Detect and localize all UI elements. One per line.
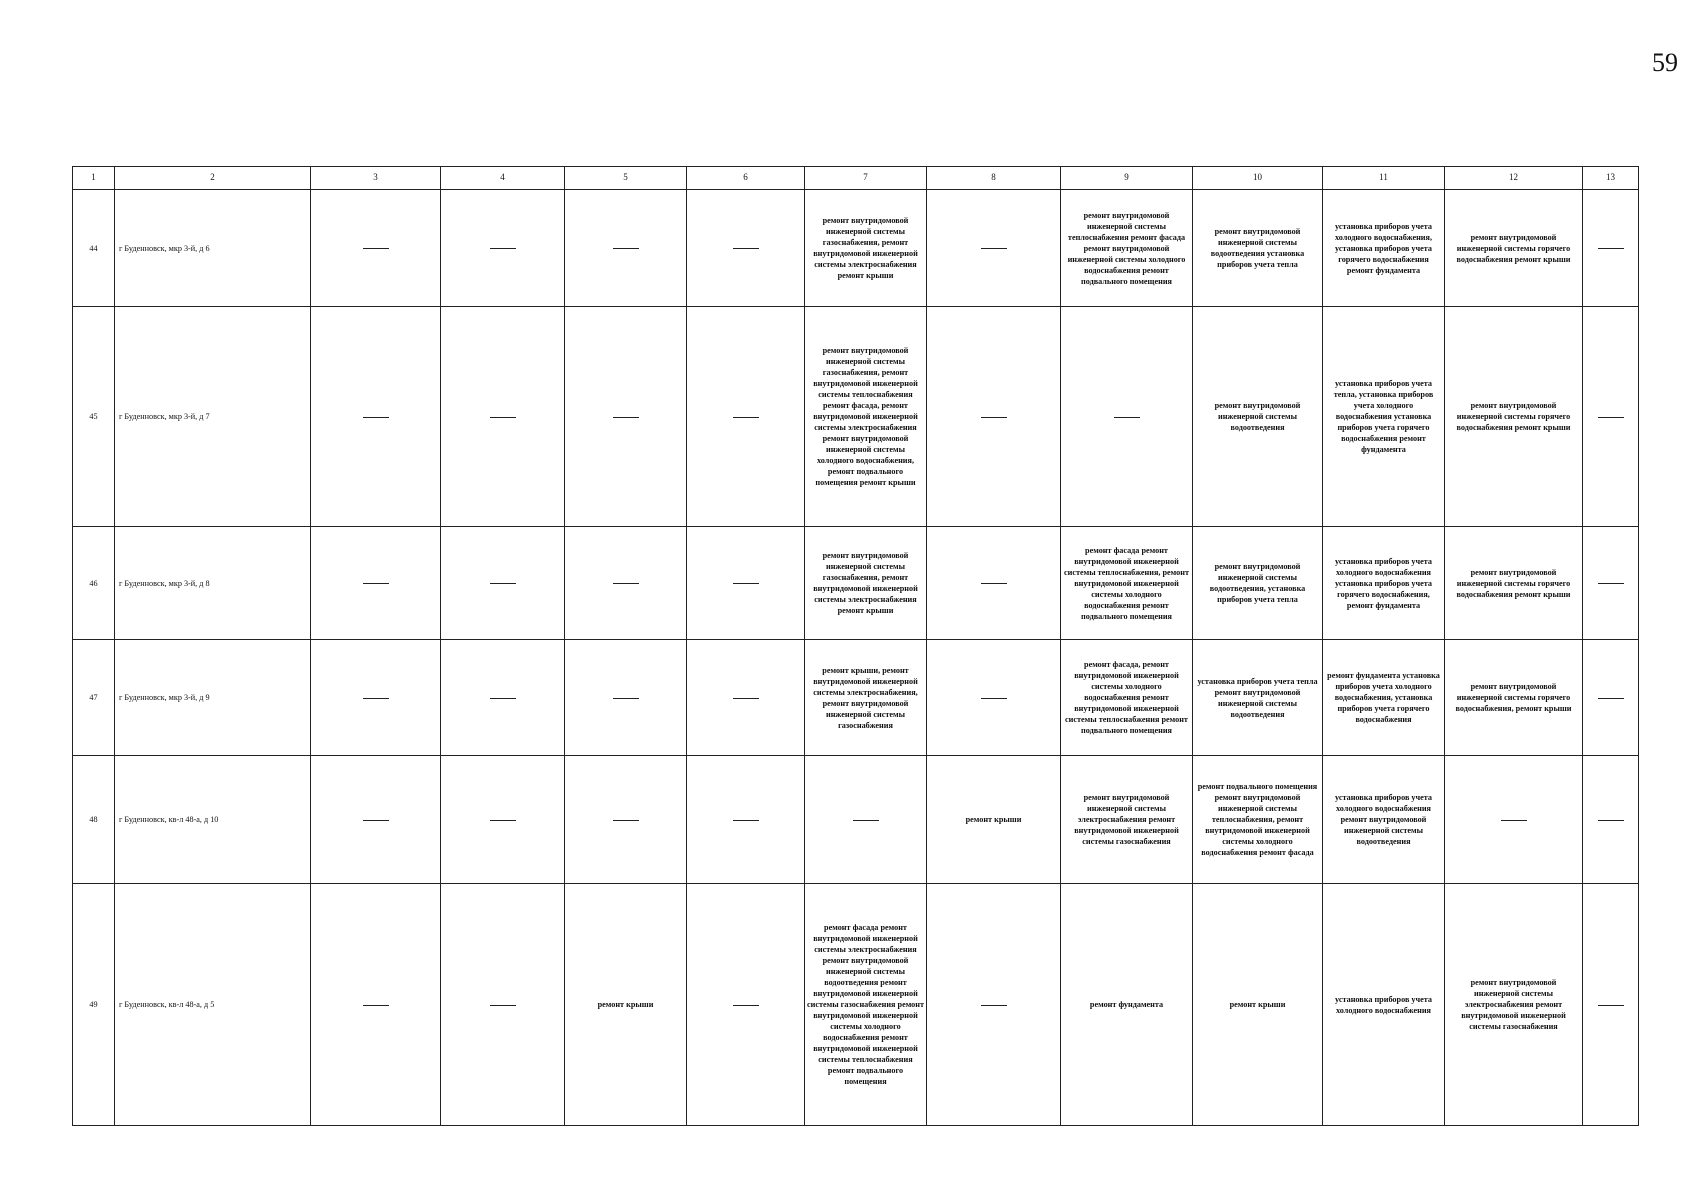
header-row [73, 167, 1639, 190]
dash-mark [613, 820, 639, 821]
dash-mark [613, 417, 639, 418]
dash-mark [613, 583, 639, 584]
empty-dash-cell [1583, 755, 1639, 883]
dash-mark [363, 417, 389, 418]
work-cell: ремонт внутридомовой инженерной системы электроснабжения ремонт внутридомовой инженерной системы газоснабжения [1445, 884, 1583, 1126]
empty-dash-cell [687, 307, 805, 527]
work-cell: ремонт внутридомовой инженерной системы газоснабжения, ремонт внутридомовой инженерной системы электроснабжения ремонт крыши [805, 189, 927, 307]
empty-dash-cell [927, 307, 1061, 527]
dash-mark [1598, 417, 1624, 418]
dash-mark [490, 1005, 516, 1006]
dash-mark [490, 583, 516, 584]
dash-mark [981, 1005, 1007, 1006]
dash-mark [1598, 248, 1624, 249]
row-number: 46 [73, 527, 115, 640]
work-cell: ремонт внутридомовой инженерной системы водоотведения установка приборов учета тепла [1193, 189, 1323, 307]
dash-mark [363, 248, 389, 249]
empty-dash-cell [565, 527, 687, 640]
dash-mark [733, 417, 759, 418]
dash-mark [490, 417, 516, 418]
empty-dash-cell [311, 527, 441, 640]
column-header-3: 3 [311, 167, 441, 190]
work-cell: ремонт крыши [565, 884, 687, 1126]
work-cell: ремонт внутридомовой инженерной системы горячего водоснабжения ремонт крыши [1445, 189, 1583, 307]
column-header-6: 6 [687, 167, 805, 190]
table-row [73, 307, 1639, 527]
column-header-12: 12 [1445, 167, 1583, 190]
empty-dash-cell [1445, 755, 1583, 883]
empty-dash-cell [565, 755, 687, 883]
work-cell: ремонт фасада ремонт внутридомовой инженерной системы теплоснабжения, ремонт внутридомовой инженерной системы холодного водоснабжения ремонт подвального помещения [1061, 527, 1193, 640]
dash-mark [490, 820, 516, 821]
work-cell: ремонт внутридомовой инженерной системы горячего водоснабжения ремонт крыши [1445, 527, 1583, 640]
column-header-11: 11 [1323, 167, 1445, 190]
address-cell: г Буденновск, мкр 3-й, д 9 [115, 640, 311, 755]
dash-mark [363, 820, 389, 821]
column-header-7: 7 [805, 167, 927, 190]
dash-mark [733, 820, 759, 821]
column-header-4: 4 [441, 167, 565, 190]
work-cell: ремонт фасада, ремонт внутридомовой инженерной системы холодного водоснабжения ремонт внутридомовой инженерной системы теплоснабжения ремонт подвального помещения [1061, 640, 1193, 755]
work-cell: ремонт внутридомовой инженерной системы электроснабжения ремонт внутридомовой инженерной системы газоснабжения [1061, 755, 1193, 883]
table-row [73, 527, 1639, 640]
address-cell: г Буденновск, кв-л 48-а, д 5 [115, 884, 311, 1126]
work-cell: ремонт крыши [927, 755, 1061, 883]
dash-mark [981, 248, 1007, 249]
dash-mark [1598, 698, 1624, 699]
dash-mark [853, 820, 879, 821]
address-cell: г Буденновск, мкр 3-й, д 6 [115, 189, 311, 307]
empty-dash-cell [805, 755, 927, 883]
dash-mark [981, 698, 1007, 699]
address-cell: г Буденновск, мкр 3-й, д 8 [115, 527, 311, 640]
empty-dash-cell [687, 884, 805, 1126]
empty-dash-cell [927, 527, 1061, 640]
work-cell: ремонт внутридомовой инженерной системы горячего водоснабжения, ремонт крыши [1445, 640, 1583, 755]
column-header-2: 2 [115, 167, 311, 190]
empty-dash-cell [927, 640, 1061, 755]
empty-dash-cell [311, 640, 441, 755]
empty-dash-cell [441, 189, 565, 307]
empty-dash-cell [687, 755, 805, 883]
dash-mark [733, 1005, 759, 1006]
row-number: 47 [73, 640, 115, 755]
address-cell: г Буденновск, мкр 3-й, д 7 [115, 307, 311, 527]
empty-dash-cell [565, 189, 687, 307]
dash-mark [363, 1005, 389, 1006]
row-number: 45 [73, 307, 115, 527]
empty-dash-cell [1583, 189, 1639, 307]
work-cell: установка приборов учета холодного водоснабжения [1323, 884, 1445, 1126]
dash-mark [613, 698, 639, 699]
dash-mark [1598, 820, 1624, 821]
work-cell: ремонт крыши, ремонт внутридомовой инженерной системы электроснабжения, ремонт внутридомовой инженерной системы газоснабжения [805, 640, 927, 755]
dash-mark [1598, 583, 1624, 584]
empty-dash-cell [1061, 307, 1193, 527]
empty-dash-cell [441, 640, 565, 755]
address-cell: г Буденновск, кв-л 48-а, д 10 [115, 755, 311, 883]
table-row [73, 189, 1639, 307]
table-row [73, 640, 1639, 755]
empty-dash-cell [687, 640, 805, 755]
column-header-8: 8 [927, 167, 1061, 190]
empty-dash-cell [687, 527, 805, 640]
dash-mark [1114, 417, 1140, 418]
empty-dash-cell [311, 755, 441, 883]
work-cell: установка приборов учета холодного водоснабжения, установка приборов учета горячего водоснабжения ремонт фундамента [1323, 189, 1445, 307]
dash-mark [733, 583, 759, 584]
empty-dash-cell [1583, 640, 1639, 755]
work-cell: ремонт крыши [1193, 884, 1323, 1126]
dash-mark [733, 248, 759, 249]
dash-mark [981, 417, 1007, 418]
dash-mark [613, 248, 639, 249]
row-number: 48 [73, 755, 115, 883]
empty-dash-cell [565, 307, 687, 527]
work-cell: ремонт фасада ремонт внутридомовой инженерной системы электроснабжения ремонт внутридомовой инженерной системы водоотведения ремонт внутридомовой инженерной системы газоснабжения ремонт внутридомовой инженерной системы холодного водоснабжения ремонт внутридомовой инженерной системы теплоснабжения ремонт подвального помещения [805, 884, 927, 1126]
dash-mark [490, 698, 516, 699]
empty-dash-cell [311, 884, 441, 1126]
empty-dash-cell [1583, 307, 1639, 527]
empty-dash-cell [311, 189, 441, 307]
dash-mark [733, 698, 759, 699]
empty-dash-cell [441, 884, 565, 1126]
row-number: 49 [73, 884, 115, 1126]
dash-mark [490, 248, 516, 249]
work-cell: установка приборов учета холодного водоснабжения ремонт внутридомовой инженерной системы водоотведения [1323, 755, 1445, 883]
work-cell: установка приборов учета тепла ремонт внутридомовой инженерной системы водоотведения [1193, 640, 1323, 755]
column-header-10: 10 [1193, 167, 1323, 190]
repair-schedule-table [72, 166, 1639, 1126]
column-header-5: 5 [565, 167, 687, 190]
work-cell: ремонт внутридомовой инженерной системы горячего водоснабжения ремонт крыши [1445, 307, 1583, 527]
work-cell: ремонт внутридомовой инженерной системы водоотведения, установка приборов учета тепла [1193, 527, 1323, 640]
column-header-13: 13 [1583, 167, 1639, 190]
empty-dash-cell [441, 755, 565, 883]
row-number: 44 [73, 189, 115, 307]
dash-mark [1501, 820, 1527, 821]
empty-dash-cell [927, 884, 1061, 1126]
empty-dash-cell [927, 189, 1061, 307]
work-cell: установка приборов учета холодного водоснабжения установка приборов учета горячего водоснабжения, ремонт фундамента [1323, 527, 1445, 640]
work-cell: ремонт внутридомовой инженерной системы водоотведения [1193, 307, 1323, 527]
work-cell: ремонт внутридомовой инженерной системы газоснабжения, ремонт внутридомовой инженерной системы электроснабжения ремонт крыши [805, 527, 927, 640]
work-cell: ремонт фундамента [1061, 884, 1193, 1126]
empty-dash-cell [441, 307, 565, 527]
dash-mark [1598, 1005, 1624, 1006]
empty-dash-cell [1583, 527, 1639, 640]
work-cell: установка приборов учета тепла, установка приборов учета холодного водоснабжения установка приборов учета горячего водоснабжения ремонт фундамента [1323, 307, 1445, 527]
column-header-1: 1 [73, 167, 115, 190]
page-number: 59 [1652, 48, 1678, 77]
work-cell: ремонт подвального помещения ремонт внутридомовой инженерной системы теплоснабжения, ремонт внутридомовой инженерной системы холодного водоснабжения ремонт фасада [1193, 755, 1323, 883]
empty-dash-cell [565, 640, 687, 755]
column-header-9: 9 [1061, 167, 1193, 190]
empty-dash-cell [1583, 884, 1639, 1126]
dash-mark [363, 583, 389, 584]
work-cell: ремонт фундамента установка приборов учета холодного водоснабжения, установка приборов учета горячего водоснабжения [1323, 640, 1445, 755]
empty-dash-cell [687, 189, 805, 307]
table-row [73, 755, 1639, 883]
work-cell: ремонт внутридомовой инженерной системы газоснабжения, ремонт внутридомовой инженерной системы теплоснабжения ремонт фасада, ремонт внутридомовой инженерной системы электроснабжения ремонт внутридомовой инженерной системы холодного водоснабжения, ремонт подвального помещения ремонт крыши [805, 307, 927, 527]
dash-mark [981, 583, 1007, 584]
dash-mark [363, 698, 389, 699]
empty-dash-cell [311, 307, 441, 527]
table-row [73, 884, 1639, 1126]
empty-dash-cell [441, 527, 565, 640]
work-cell: ремонт внутридомовой инженерной системы теплоснабжения ремонт фасада ремонт внутридомовой инженерной системы холодного водоснабжения ремонт подвального помещения [1061, 189, 1193, 307]
